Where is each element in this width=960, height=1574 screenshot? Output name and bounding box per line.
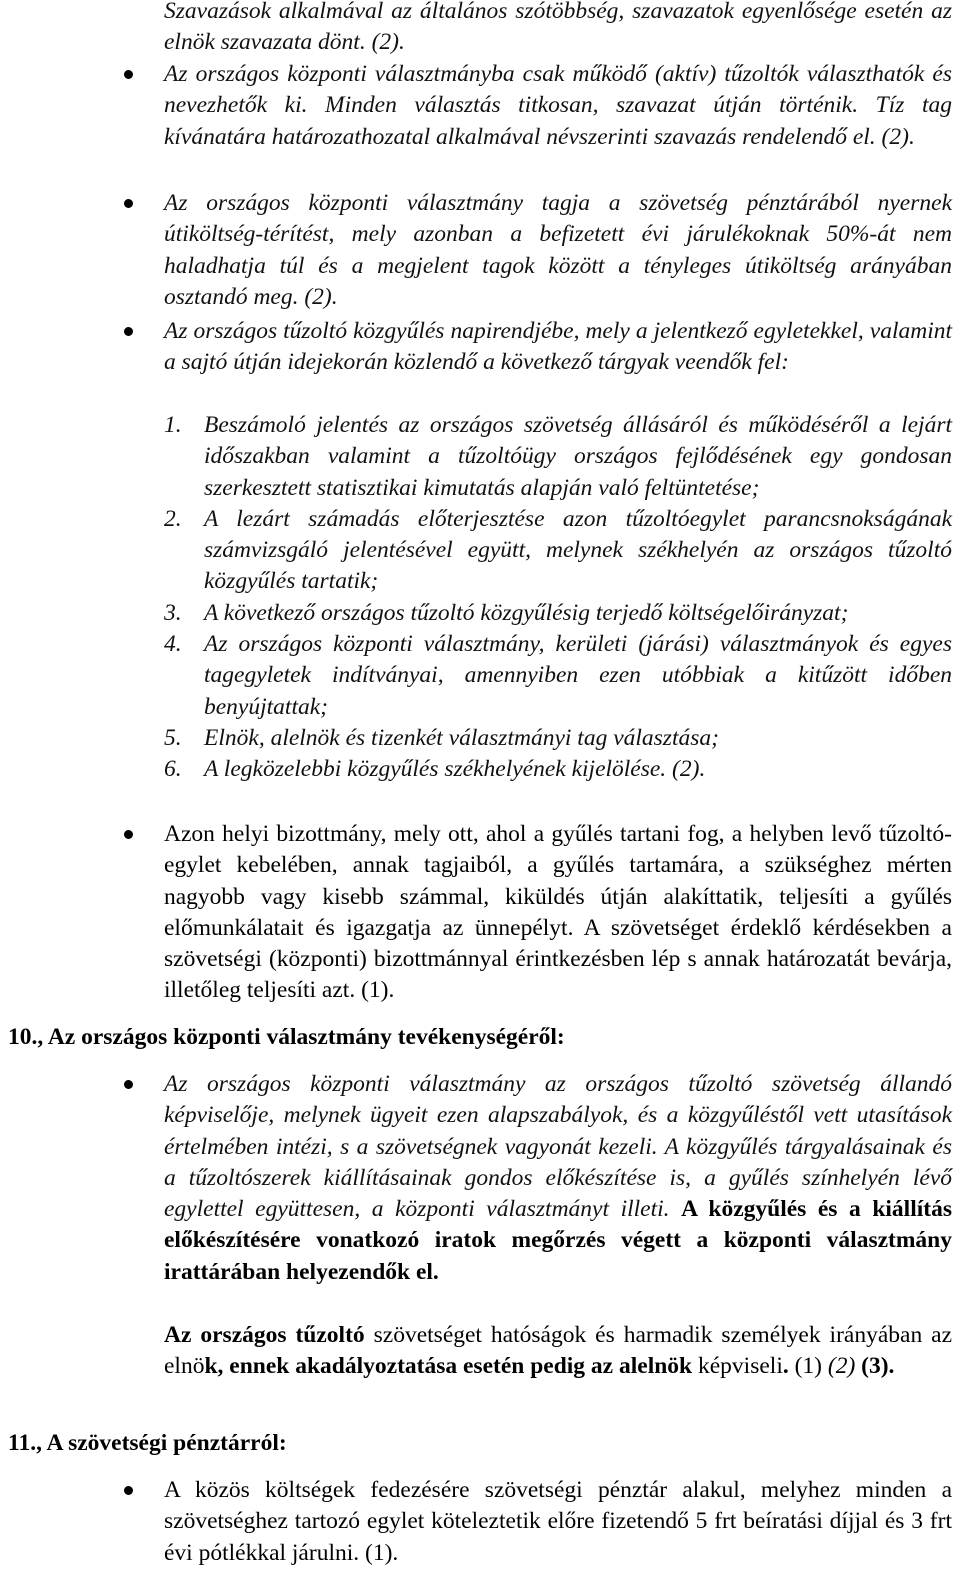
paragraph-treasury: A közös költségek fedezésére szövetségi pénztár alakul, melyhez minden a szövetséghez tartozó egylet köteleztetik előre fizetendő 5 frt beíratási díjjal és 3 frt évi pótlékkal járulni. (1). <box>164 1477 952 1566</box>
bullet-icon <box>124 199 133 208</box>
paragraph-election: Az országos központi választmányba csak működő (aktív) tűzoltók választhatók és nevezhetők ki. Minden választás titkosan, szavazat útján történik. Tíz tag kívánatára határozathozatal alkalmával névszerinti szavazás rendelendő el. (2). <box>164 61 952 150</box>
agenda-item: 5. Elnök, alelnök és tizenkét választmányi tag választása; <box>164 724 719 751</box>
agenda-item: 2. A lezárt számadás előterjesztése azon tűzoltóegylet parancsnokságának számvizsgáló jelentésével együtt, melynek székhelyén az országos tűzoltó közgyűlés tartatik; <box>164 505 952 595</box>
agenda-item: 4. Az országos központi választmány, kerületi (járási) választmányok és egyes tagegyletek indítványai, amennyiben ezen utóbbiak a kitűzött időben benyújtattak; <box>164 631 952 720</box>
bullet-icon <box>124 830 133 839</box>
paragraph-voting: Szavazások alkalmával az általános szótöbbség, szavazatok egyenlősége esetén az elnök szavazata dönt. (2). <box>164 0 952 56</box>
paragraph-representation: Az országos tűzoltó szövetséget hatóságok és harmadik személyek irányában az elnök, ennek akadályoztatása esetén pedig az alelnök képviseli. (1) (2) (3). <box>164 1322 953 1380</box>
section-heading-11: 11., A szövetségi pénztárról: <box>8 1430 287 1456</box>
paragraph-committee-activity: Az országos központi választmány az országos tűzoltó szövetség állandó képviselője, melynek ügyeit ezen alapszabályok, és a közgyűléstől vett utasítások értelmében intézi, s a szövetségnek vagyonát kezeli. A közgyűlés tárgyalásainak és a tűzoltószerek kiállításainak gondos előkészítése is, a gyűlés színhelyén lévő egylettel együttesen, a központi választmányt illeti. A közgyűlés és a kiállítás előkészítésére vonatkozó iratok megőrzés végett a központi választmány irattárában helyezendők el. <box>164 1071 952 1285</box>
paragraph-local-committee: Azon helyi bizottmány, mely ott, ahol a gyűlés tartani fog, a helyben levő tűzoltó-egylet kebelében, annak tagjaiból, a gyűlés tartamára, a szükséghez mérten nagyobb vagy kisebb számmal, kiküldés útján alakíttatik, teljesíti a gyűlés előmunkálatait és igazgatja az ünnepélyt. A szövetséget érdeklő kérdésekben a szövetségi (központi) bizottmánnyal érintkezésben lép s annak határozatát bevárja, illetőleg teljesíti azt. (1). <box>164 821 952 1004</box>
paragraph-travel-costs: Az országos központi választmány tagja a szövetség pénztárából nyernek útiköltség-térítést, mely azonban a befizetett évi járulékoknak 50%-át nem haladhatja túl és a megjelent tagok között a tényleges útiköltség arányában osztandó meg. (2). <box>164 190 952 310</box>
bullet-icon <box>124 1080 133 1089</box>
bullet-icon <box>124 1486 133 1495</box>
agenda-item: 6. A legközelebbi közgyűlés székhelyének kijelölése. (2). <box>164 756 706 783</box>
agenda-item: 1. Beszámoló jelentés az országos szövetség állásáról és működéséről a lejárt időszakban valamint a tűzoltóügy országos fejlődésének egy gondosan szerkesztett statisztikai kimutatás alapján való feltüntetése; <box>164 412 952 501</box>
paragraph-agenda-intro: Az országos tűzoltó közgyűlés napirendjébe, mely a jelentkező egyletekkel, valamint a sajtó útján idejekorán közlendő a következő tárgyak veendők fel: <box>164 318 952 376</box>
agenda-item: 3. A következő országos tűzoltó közgyűlésig terjedő költségelőirányzat; <box>164 599 849 626</box>
bullet-icon <box>124 327 133 336</box>
agenda-list <box>164 410 952 786</box>
bullet-icon <box>124 70 133 79</box>
section-heading-10: 10., Az országos központi választmány tevékenységéről: <box>8 1024 565 1050</box>
